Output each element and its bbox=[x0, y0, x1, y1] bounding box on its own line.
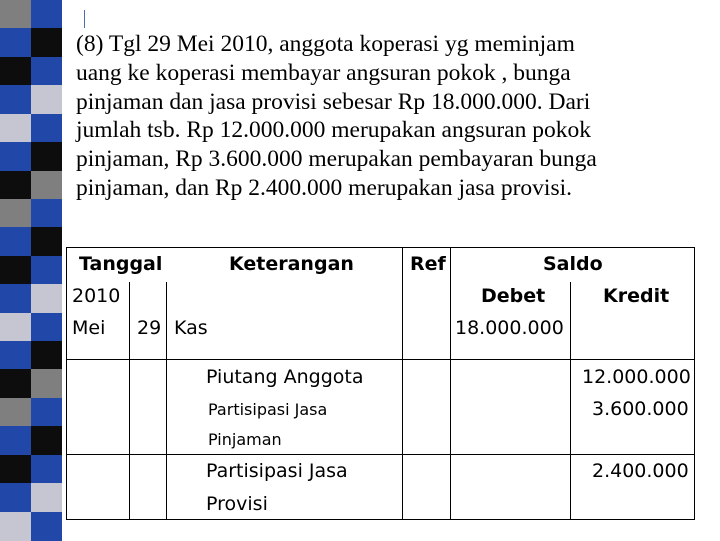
table-bottom-border bbox=[66, 519, 695, 520]
table-row-divider bbox=[66, 359, 695, 360]
table-column-divider bbox=[129, 282, 130, 520]
table-left-border bbox=[66, 247, 67, 520]
date-month: Mei bbox=[72, 317, 106, 339]
account-piutang-anggota: Piutang Anggota bbox=[206, 366, 364, 388]
header-keterangan: Keterangan bbox=[229, 253, 354, 275]
paragraph-line: jumlah tsb. Rp 12.000.000 merupakan angsuran pokok bbox=[76, 117, 591, 144]
date-year: 2010 bbox=[72, 285, 121, 307]
table-row-divider bbox=[66, 454, 695, 455]
paragraph-line: pinjaman dan jasa provisi sebesar Rp 18.000.000. Dari bbox=[76, 88, 591, 115]
account-partisipasi-jasa-provisi-line2: Provisi bbox=[206, 493, 268, 515]
partisipasi-provisi-kredit-amount: 2.400.000 bbox=[592, 460, 689, 482]
paragraph-line: pinjaman, dan Rp 2.400.000 merupakan jasa provisi. bbox=[76, 174, 573, 201]
table-column-divider bbox=[570, 282, 571, 520]
date-day: 29 bbox=[137, 317, 162, 339]
table-top-border bbox=[66, 247, 695, 248]
table-column-divider bbox=[402, 247, 403, 520]
account-partisipasi-jasa-pinjaman-line2: Pinjaman bbox=[208, 430, 282, 449]
header-debet: Debet bbox=[481, 285, 546, 307]
paragraph-line: pinjaman, Rp 3.600.000 merupakan pembayaran bunga bbox=[76, 146, 597, 173]
paragraph-line: uang ke koperasi membayar angsuran pokok , bunga bbox=[76, 59, 571, 86]
kas-debet-amount: 18.000.000 bbox=[455, 317, 564, 339]
account-partisipasi-jasa-pinjaman-line1: Partisipasi Jasa bbox=[208, 400, 328, 419]
account-kas: Kas bbox=[174, 317, 208, 339]
header-ref: Ref bbox=[410, 253, 446, 275]
header-kredit: Kredit bbox=[603, 285, 670, 307]
piutang-kredit-amount: 12.000.000 bbox=[582, 366, 691, 388]
account-partisipasi-jasa-provisi-line1: Partisipasi Jasa bbox=[206, 460, 348, 482]
partisipasi-pinjaman-kredit-amount: 3.600.000 bbox=[592, 398, 689, 420]
table-column-divider bbox=[450, 247, 451, 520]
table-column-divider bbox=[166, 282, 167, 520]
paragraph-line: (8) Tgl 29 Mei 2010, anggota koperasi yg meminjam bbox=[76, 31, 575, 57]
header-saldo: Saldo bbox=[543, 253, 603, 275]
header-tanggal: Tanggal bbox=[79, 253, 163, 275]
table-right-border bbox=[694, 247, 695, 520]
